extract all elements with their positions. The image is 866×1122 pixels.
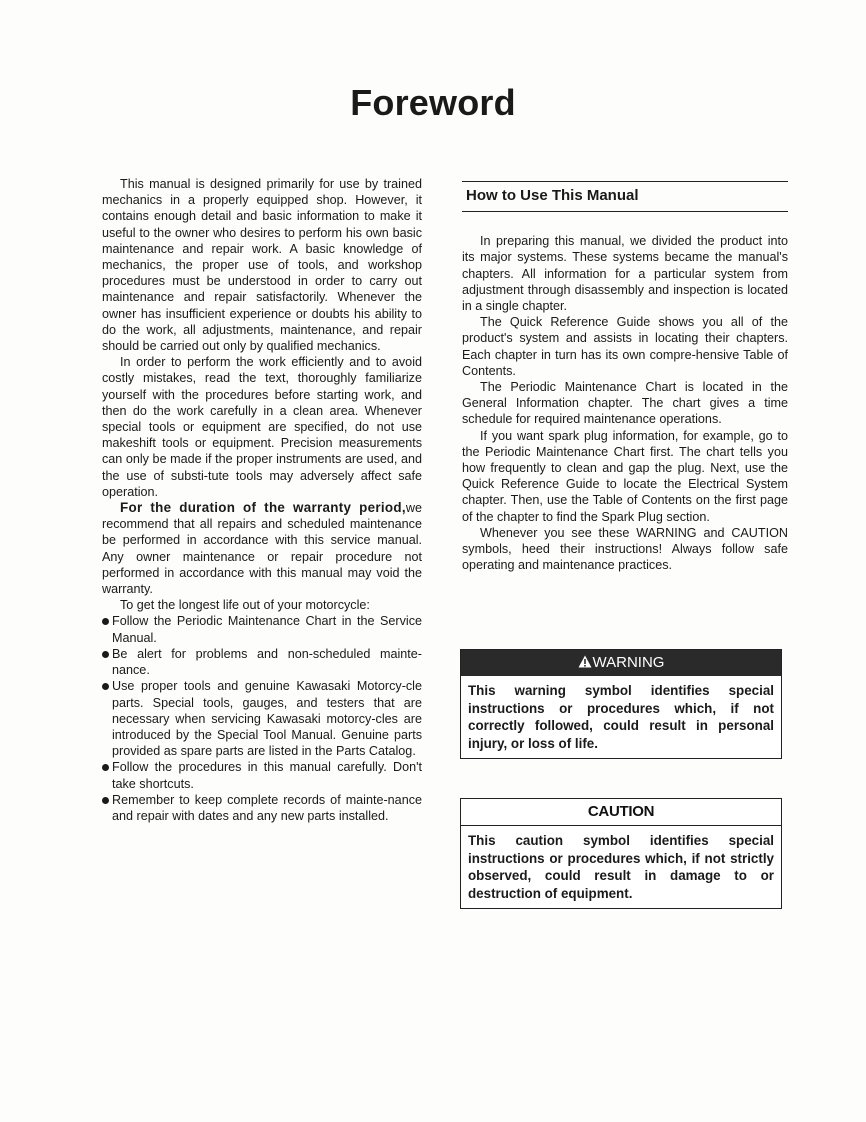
efficiency-paragraph: In order to perform the work efficiently and to avoid costly mistakes, read the text, thoroughly familiarize yourself with the procedures before starting work, and then do the work carefully in a clean area. Whenever special tools or equipment are specified, do not use makeshift tools or equipment. Precision measurements can only be made if the proper instruments are used, and the use of substi-tute tools may adversely affect safe operation. <box>102 355 422 499</box>
warning-triangle-icon <box>578 655 592 668</box>
warning-heading-label: WARNING <box>592 654 665 671</box>
list-item: Use proper tools and genuine Kawasaki Motorcy-cle parts. Special tools, gauges, and testers that are necessary when servicing Kawasaki motorcy-cles are introduced by the Special Tool Manual. Genuine parts provided as spare parts are listed in the Parts Catalog. <box>102 678 422 759</box>
warranty-lead: For the duration of the warranty period, <box>120 500 406 516</box>
warning-text: This warning symbol identifies special instructions or procedures which, if not correctly followed, could result in personal injury, or loss of life. <box>468 683 774 751</box>
systems-paragraph: In preparing this manual, we divided the product into its major systems. These systems became the manual's chapters. All information for a particular system from adjustment through disassembly and inspection is located in a single chapter. <box>462 234 788 314</box>
intro-paragraph: This manual is designed primarily for use by trained mechanics in a properly equipped shop. However, it contains enough detail and basic information to make it useful to the owner who desires to perform his own basic maintenance and repair work. A basic knowledge of mechanics, the proper use of tools, and workshop procedures must be understood in order to carry out maintenance and repair satisfactorily. Whenever the owner has insufficient experience or doubts his ability to do the work, all adjustments, maintenance, and repair should be carried out only by qualified mechanics. <box>102 177 422 354</box>
page-title: Foreword <box>350 82 516 123</box>
list-item: Follow the Periodic Maintenance Chart in the Service Manual. <box>102 613 422 645</box>
warning-box <box>460 649 782 759</box>
quick-reference-paragraph: The Quick Reference Guide shows you all of the product's system and assists in locating their chapters. Each chapter in turn has its own compre-hensive Table of Contents. <box>462 315 788 378</box>
caution-text: This caution symbol identifies special instructions or procedures which, if not strictly observed, could result in damage to or destruction of equipment. <box>468 833 774 901</box>
warranty-text: we recommend that all repairs and scheduled maintenance be performed in accordance with this service manual. Any owner maintenance or repair procedure not performed in accordance with this manual may void the warranty. <box>102 501 422 597</box>
caution-heading: CAUTION <box>461 799 781 826</box>
warranty-paragraph <box>102 500 422 597</box>
list-item: Follow the procedures in this manual carefully. Don't take shortcuts. <box>102 759 422 791</box>
left-column <box>102 176 422 824</box>
section-heading: How to Use This Manual <box>462 181 788 212</box>
warning-heading <box>461 650 781 676</box>
right-column <box>462 181 788 573</box>
maintenance-chart-paragraph: The Periodic Maintenance Chart is located in the General Information chapter. The chart gives a time schedule for required maintenance operations. <box>462 380 788 427</box>
maintenance-tips-list <box>102 613 422 824</box>
caution-box <box>460 798 782 909</box>
spark-plug-example-paragraph: If you want spark plug information, for example, go to the Periodic Maintenance Chart first. The chart tells you how frequently to clean and gap the plug. Next, use the Quick Reference Guide to locate the Electrical System chapter. Then, use the Table of Contents on the first page of the chapter to find the Spark Plug section. <box>462 428 788 524</box>
list-item: Be alert for problems and non-scheduled mainte-nance. <box>102 646 422 678</box>
list-item: Remember to keep complete records of mainte-nance and repair with dates and any new parts installed. <box>102 792 422 824</box>
longest-life-intro: To get the longest life out of your motorcycle: <box>120 598 370 613</box>
symbols-paragraph: Whenever you see these WARNING and CAUTION symbols, heed their instructions! Always follow safe operating and maintenance practices. <box>462 525 788 573</box>
